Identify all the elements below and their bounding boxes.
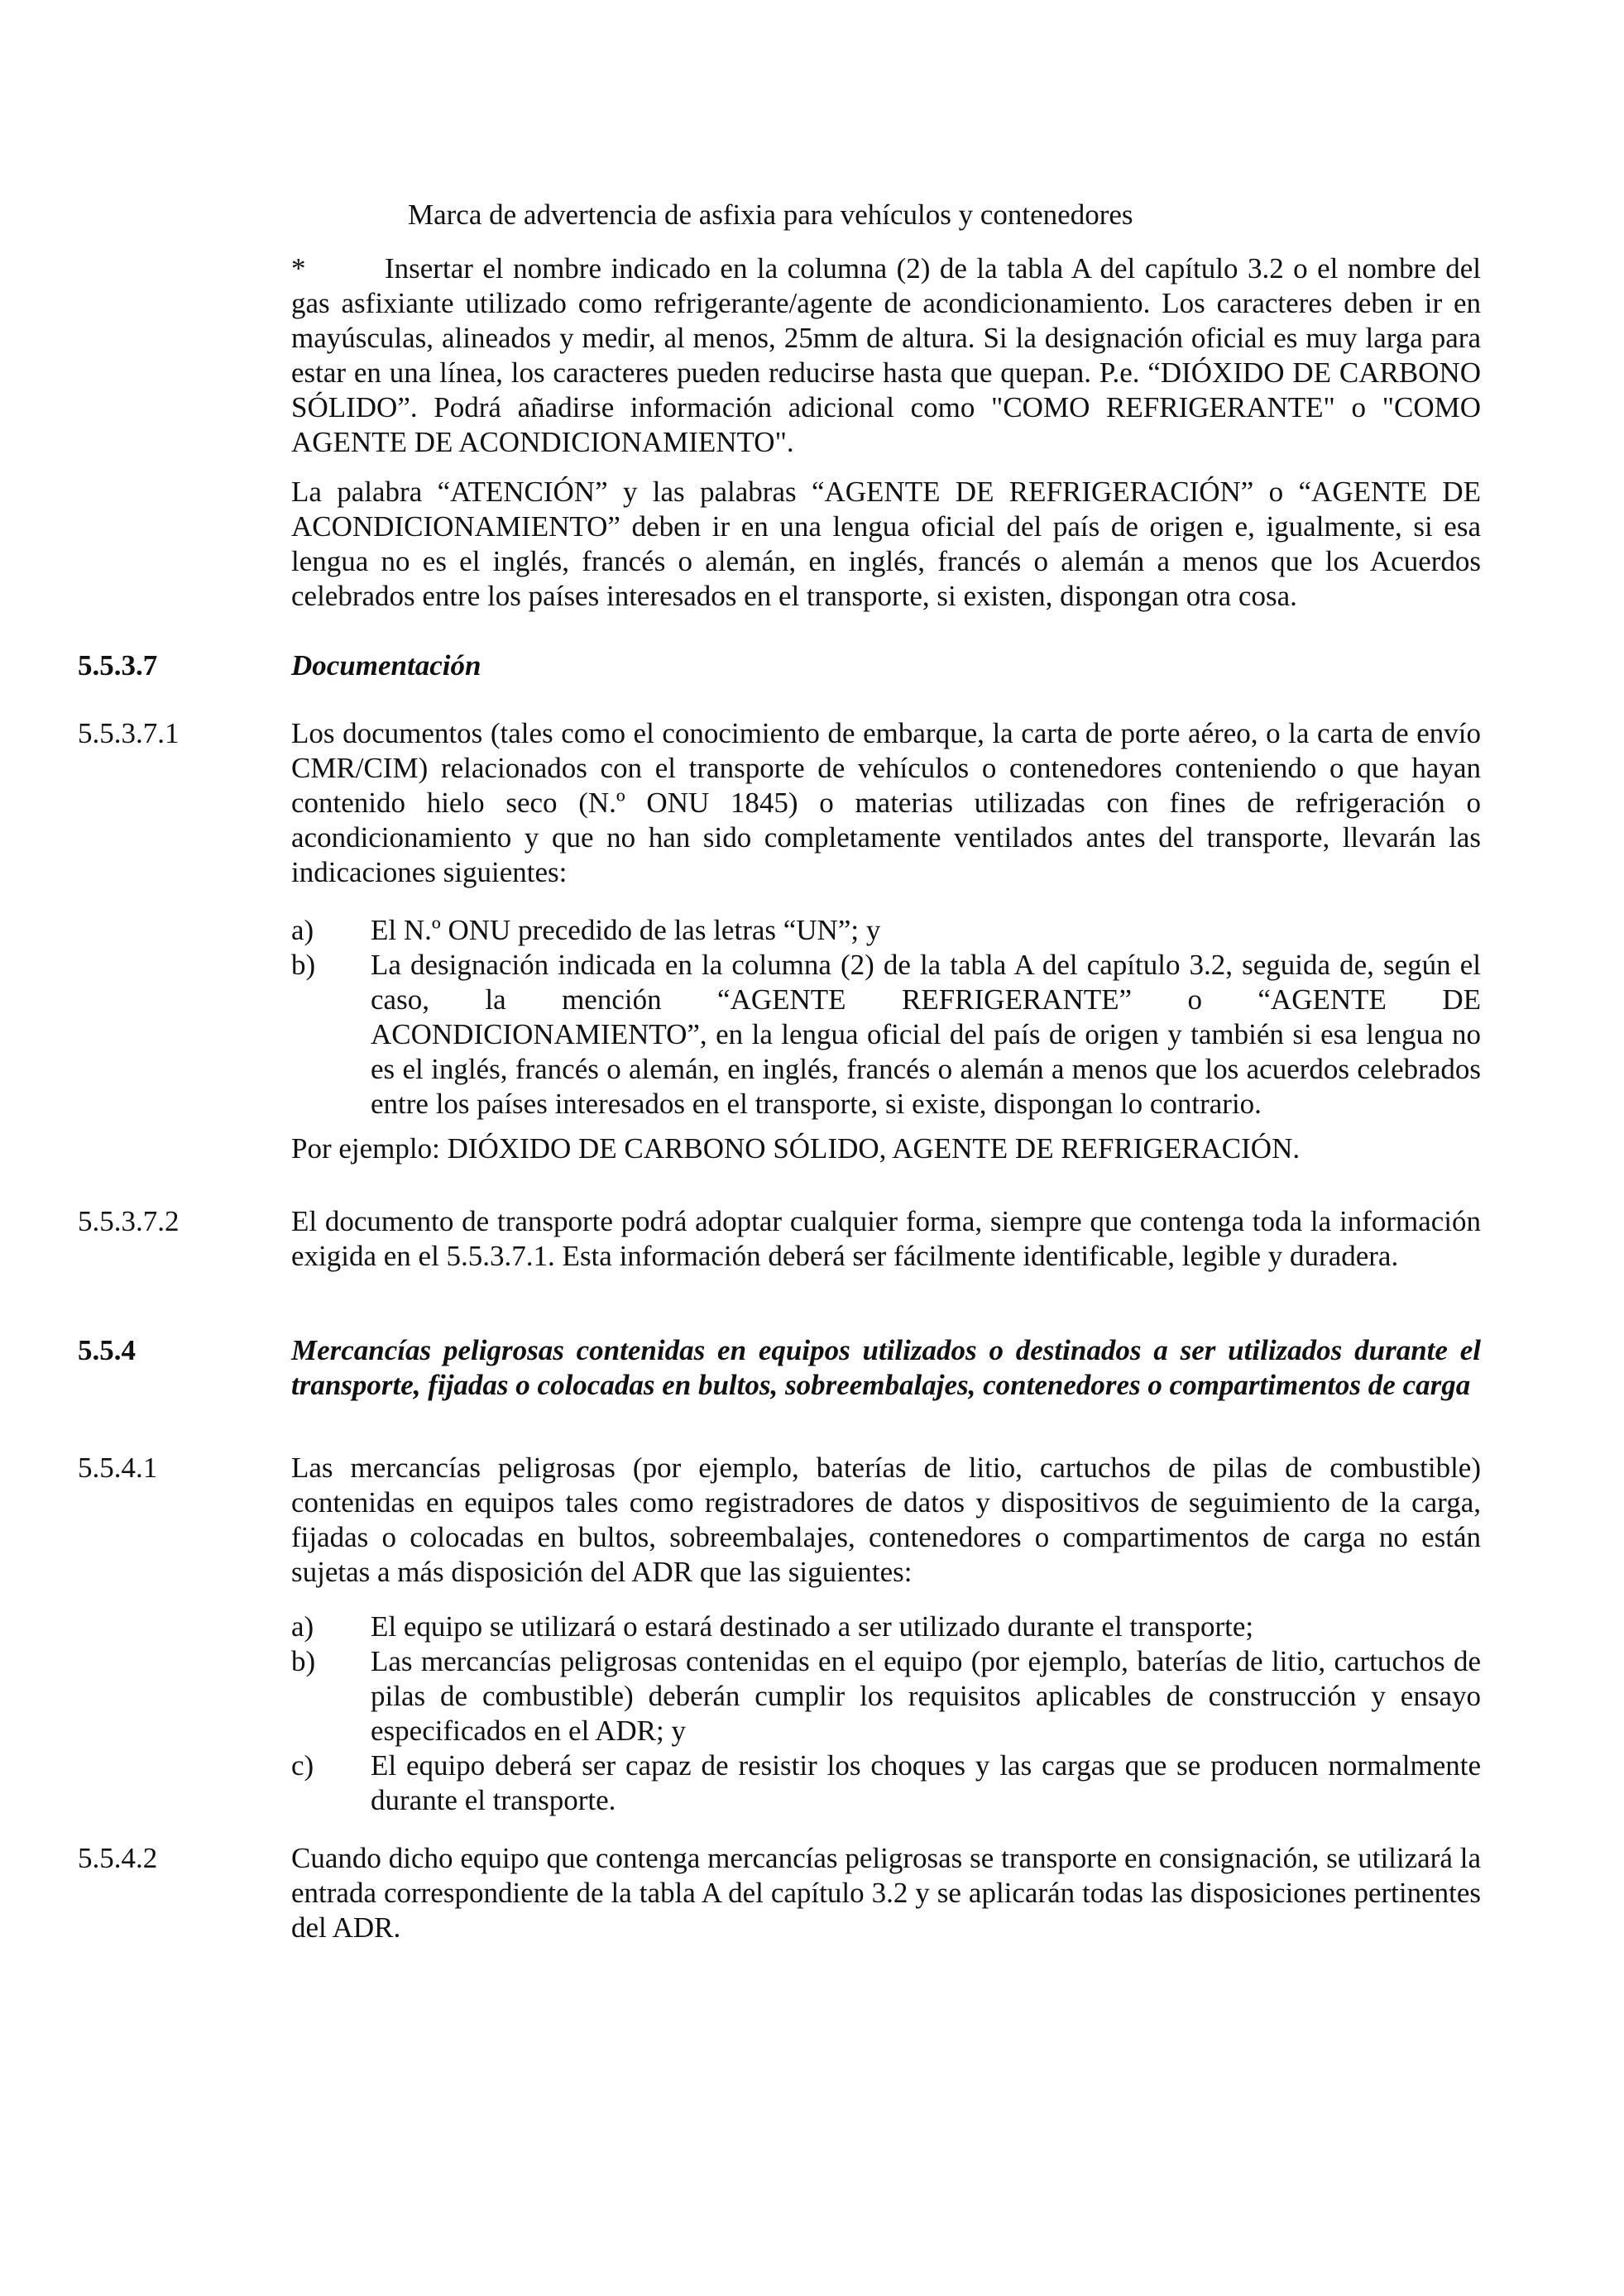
- list-item: [291, 1610, 1481, 1644]
- list-item: [291, 1748, 1481, 1818]
- section-text-55371: Los documentos (tales como el conocimiento de embarque, la carta de porte aéreo, o la carta de envío CMR/CIM) relacionados con el transporte de vehículos o contenedores conteniendo o que hayan contenido hielo seco (N.º ONU 1845) o materias utilizadas con fines de refrigeración o acondicionamiento y que no han sido completamente ventilados antes del transporte, llevarán las indicaciones siguientes:: [291, 717, 1481, 888]
- section-number-5541: 5.5.4.1: [78, 1452, 158, 1484]
- section-number-5542: 5.5.4.2: [78, 1842, 158, 1874]
- section-5542: [291, 1841, 1481, 1945]
- section-55372: [291, 1204, 1481, 1274]
- footnote-star: [291, 251, 1481, 460]
- list-55371: [291, 913, 1481, 1122]
- section-number-554: 5.5.4: [78, 1334, 136, 1366]
- list-item-text: El equipo deberá ser capaz de resistir los choques y las cargas que se producen normalmente durante el transporte.: [371, 1749, 1481, 1816]
- list-item: [291, 948, 1481, 1122]
- section-title-554: Mercancías peligrosas contenidas en equipos utilizados o destinados a ser utilizados durante el transporte, fijadas o colocadas en bultos, sobreembalajes, contenedores o compartimentos de carga: [291, 1334, 1481, 1401]
- footnote-text: Insertar el nombre indicado en la columna (2) de la tabla A del capítulo 3.2 o el nombre del gas asfixiante utilizado como refrigerante/agente de acondicionamiento. Los caracteres deben ir en mayúsculas, alineados y medir, al menos, 25mm de altura. Si la designación oficial es muy larga para estar en una línea, los caracteres pueden reducirse hasta que quepan. P.e. “DIÓXIDO DE CARBONO SÓLIDO”. Podrá añadirse información adicional como "COMO REFRIGERANTE" o "COMO AGENTE DE ACONDICIONAMIENTO".: [291, 252, 1481, 458]
- list-item-text: El equipo se utilizará o estará destinado a ser utilizado durante el transporte;: [371, 1610, 1254, 1643]
- figure-caption: Marca de advertencia de asfixia para vehículos y contenedores: [408, 199, 1133, 231]
- footnote-marker: *: [291, 252, 306, 285]
- section-55371: [291, 716, 1481, 890]
- example-text: Por ejemplo: DIÓXIDO DE CARBONO SÓLIDO, AGENTE DE REFRIGERACIÓN.: [291, 1132, 1301, 1165]
- list-item: [291, 1644, 1481, 1748]
- section-5541: [291, 1451, 1481, 1590]
- list-item: [291, 913, 1481, 948]
- section-text-5542: Cuando dicho equipo que contenga mercancías peligrosas se transporte en consignación, se utilizará la entrada correspondiente de la tabla A del capítulo 3.2 y se aplicarán todas las disposiciones pertinentes del ADR.: [291, 1842, 1481, 1944]
- section-number-55372: 5.5.3.7.2: [78, 1205, 180, 1237]
- section-text-5541: Las mercancías peligrosas (por ejemplo, baterías de litio, cartuchos de pilas de combustible) contenidas en equipos tales como registradores de datos y dispositivos de seguimiento de la carga, fijadas o colocadas en bultos, sobreembalajes, contenedores o compartimentos de carga no están sujetas a más disposición del ADR que las siguientes:: [291, 1452, 1481, 1588]
- list-item-text: La designación indicada en la columna (2) de la tabla A del capítulo 3.2, seguida de, según el caso, la mención “AGENTE REFRIGERANTE” o “AGENTE DE ACONDICIONAMIENTO”, en la lengua oficial del país de origen y también si esa lengua no es el inglés, francés o alemán, en inglés, francés o alemán a menos que los acuerdos celebrados entre los países interesados en el transporte, si existe, dispongan lo contrario.: [371, 949, 1481, 1120]
- note-paragraph: [291, 475, 1481, 614]
- list-item-text: Las mercancías peligrosas contenidas en el equipo (por ejemplo, baterías de litio, cartuchos de pilas de combustible) deberán cumplir los requisitos aplicables de construcción y ensayo especificados en el ADR; y: [371, 1645, 1481, 1747]
- list-item-label: c): [291, 1749, 314, 1782]
- list-item-text: El N.º ONU precedido de las letras “UN”; y: [371, 914, 881, 946]
- list-item-label: b): [291, 949, 316, 981]
- section-number-5537: 5.5.3.7: [78, 649, 158, 682]
- example-line: [291, 1131, 1481, 1166]
- list-item-label: a): [291, 1610, 314, 1643]
- list-item-label: b): [291, 1645, 316, 1677]
- section-number-55371: 5.5.3.7.1: [78, 717, 180, 749]
- section-title-5537: Documentación: [291, 649, 481, 682]
- list-item-label: a): [291, 914, 314, 946]
- section-text-55372: El documento de transporte podrá adoptar cualquier forma, siempre que contenga toda la información exigida en el 5.5.3.7.1. Esta información deberá ser fácilmente identificable, legible y duradera.: [291, 1205, 1481, 1272]
- list-5541: [291, 1610, 1481, 1818]
- note-paragraph-text: La palabra “ATENCIÓN” y las palabras “AGENTE DE REFRIGERACIÓN” o “AGENTE DE ACONDICIONAMIENTO” deben ir en una lengua oficial del país de origen e, igualmente, si esa lengua no es el inglés, francés o alemán, en inglés, francés o alemán a menos que los Acuerdos celebrados entre los países interesados en el transporte, si existen, dispongan otra cosa.: [291, 476, 1481, 612]
